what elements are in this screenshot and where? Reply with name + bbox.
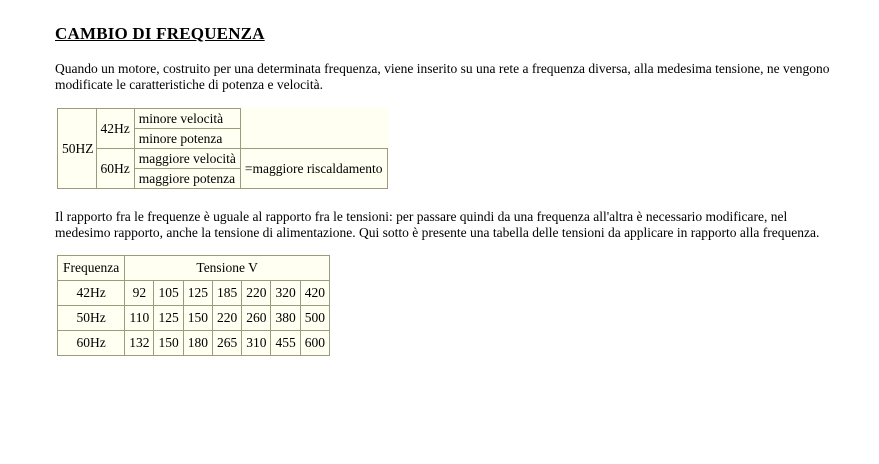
cell-60-2: 150 (154, 331, 183, 356)
column-header-frequenza: Frequenza (58, 256, 125, 281)
spacer-cell (240, 129, 387, 149)
cell-42-2: 105 (154, 281, 183, 306)
branch-note-60: =maggiore riscaldamento (240, 149, 387, 189)
branch-frequency-42: 42Hz (96, 109, 134, 149)
cell-60-1: 132 (125, 331, 154, 356)
cell-50-5: 260 (242, 306, 271, 331)
cell-42-1: 92 (125, 281, 154, 306)
column-header-tensione: Tensione V (125, 256, 330, 281)
cell-60-7: 600 (300, 331, 329, 356)
cell-60-5: 310 (242, 331, 271, 356)
cell-50-3: 150 (183, 306, 212, 331)
cell-50-4: 220 (212, 306, 241, 331)
page-title: CAMBIO DI FREQUENZA (55, 24, 265, 43)
branch-effect-42-2: minore potenza (134, 129, 240, 149)
row-frequency-50: 50Hz (58, 306, 125, 331)
ratio-paragraph: Il rapporto fra le frequenze è uguale al rapporto fra le tensioni: per passare quindi da una frequenza all'altra è necessario modificare, nel medesimo rapporto, anche la tensione di alimentazione. Qui sotto è presente una tabella delle tensioni da applicare in rapporto alla frequenza. (55, 209, 820, 240)
table-row (58, 149, 388, 169)
frequency-change-diagram (57, 108, 388, 189)
cell-42-5: 220 (242, 281, 271, 306)
voltage-table (57, 255, 330, 356)
intro-paragraph: Quando un motore, costruito per una determinata frequenza, viene inserito su una rete a frequenza diversa, alla medesima tensione, ne vengono modificate le caratteristiche di potenza e velocità. (55, 61, 830, 92)
cell-60-4: 265 (212, 331, 241, 356)
row-frequency-42: 42Hz (58, 281, 125, 306)
branch-effect-60-1: maggiore velocità (134, 149, 240, 169)
table-row (58, 281, 330, 306)
spacer-cell (240, 109, 387, 129)
cell-50-2: 125 (154, 306, 183, 331)
table-row (58, 306, 330, 331)
cell-42-4: 185 (212, 281, 241, 306)
cell-60-3: 180 (183, 331, 212, 356)
table-row (58, 331, 330, 356)
cell-42-6: 320 (271, 281, 300, 306)
table-row (58, 109, 388, 129)
cell-42-3: 125 (183, 281, 212, 306)
branch-effect-42-1: minore velocità (134, 109, 240, 129)
branch-frequency-60: 60Hz (96, 149, 134, 189)
cell-50-7: 500 (300, 306, 329, 331)
cell-50-1: 110 (125, 306, 154, 331)
branch-effect-60-2: maggiore potenza (134, 169, 240, 189)
cell-50-6: 380 (271, 306, 300, 331)
cell-42-7: 420 (300, 281, 329, 306)
source-frequency-cell: 50HZ (58, 109, 97, 189)
row-frequency-60: 60Hz (58, 331, 125, 356)
cell-60-6: 455 (271, 331, 300, 356)
table-header-row (58, 256, 330, 281)
